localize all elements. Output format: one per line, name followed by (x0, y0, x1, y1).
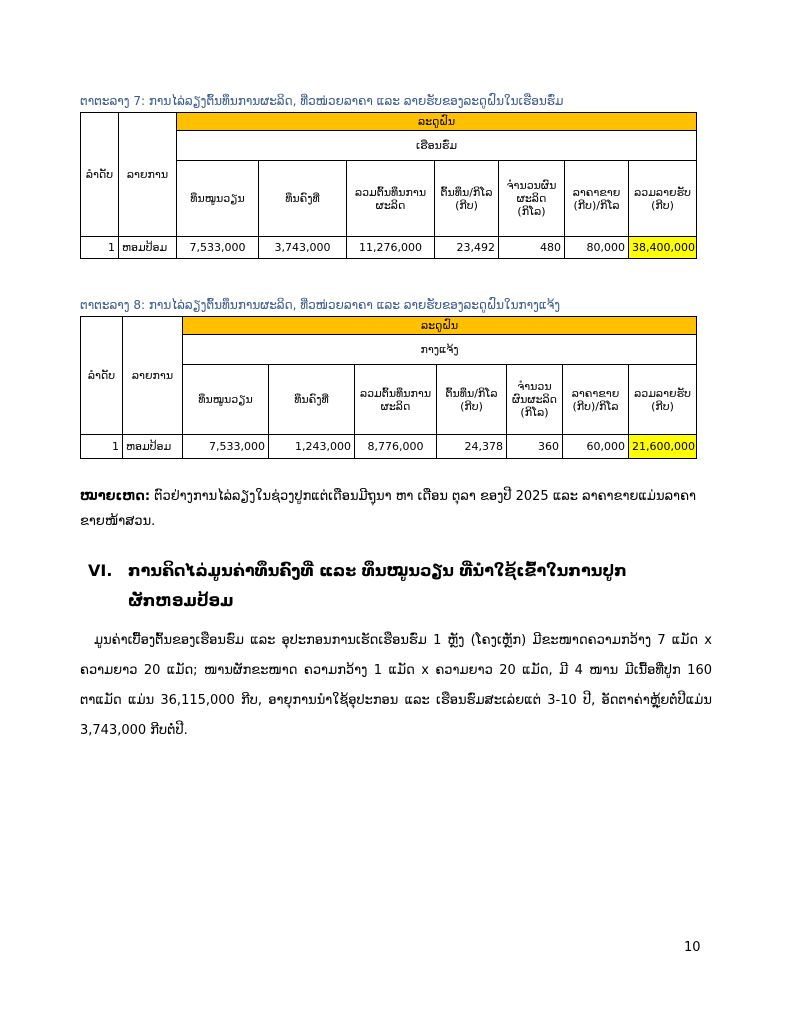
table7-cell-0: 7,533,000 (177, 237, 259, 259)
table7-header-1: ທຶນຄົງທີ່ (259, 161, 347, 237)
table7-cell-3: 23,492 (435, 237, 499, 259)
table8-header-1: ທຶນຄົງທີ່ (269, 365, 355, 435)
table7-season: ລະດູຝົນ (177, 113, 697, 131)
table8-header-4: ຈຳນວນຜົນຜະລິດ (ກິໂລ) (507, 365, 563, 435)
table8-cell-3: 24,378 (437, 435, 507, 459)
table8-cell-5: 60,000 (563, 435, 629, 459)
note-label: ໝາຍເຫດ: (80, 489, 151, 504)
table8-season: ລະດູຝົນ (183, 317, 697, 335)
section-title-line2: ຜັກຫອມປ້ອມ (128, 591, 234, 610)
table7-cell-4: 480 (499, 237, 565, 259)
note (80, 484, 710, 534)
table8-col-no: ລຳດັບ (81, 317, 123, 435)
table8-header-5: ລາຄາຂາຍ (ກີບ)/ກິໂລ (563, 365, 629, 435)
table7-cell-1: 3,743,000 (259, 237, 347, 259)
table8-cell-2: 8,776,000 (355, 435, 437, 459)
table7-header-0: ທຶນໝູນວຽນ (177, 161, 259, 237)
table8-header-3: ຕົ້ນທຶນ/ກິໂລ (ກີບ) (437, 365, 507, 435)
table7-col-no: ລຳດັບ (81, 113, 119, 237)
table7-caption: ຕາຕະລາງ 7: ການໄລ່ລຽງຕົ້ນທຶນການຜະລິດ, ທີ່ວໜ່ວຍລາຄາ ແລະ ລາຍຮັບຂອງລະດູຝົນໃນເຮືອນຮົ່ມ (80, 94, 564, 108)
table7-header-5: ລາຄາຂາຍ (ກີບ)/ກິໂລ (565, 161, 629, 237)
table8-header-0: ທຶນໝູນວຽນ (183, 365, 269, 435)
paragraph-text: ມູນຄ່າເບື້ອງຕົ້ນຂອງເຮືອນຮົ່ມ ແລະ ອຸປະກອນການເຮັດເຮືອນຮົ່ມ 1 ຫຼັງ (ໂຄງເຫຼັກ) ມີຂະໜາດຄວາມກວ້າງ 7 ແມັດ x ຄວາມຍາວ 20 ແມັດ; ໜານຜັກຂະໜາດ ຄວາມກວ້າງ 1 ແມັດ x ຄວາມຍາວ 20 ແມັດ, ມີ 4 ໜານ ມີເນື້ອທີ່ປູກ 160 ຕາແມັດ ແມ່ນ 36,115,000 ກີບ, ອາຍຸການນຳໃຊ້ອຸປະກອນ ແລະ ເຮືອນຮົ່ມສະເລ່ຍແຕ່ 3-10 ປີ, ອັດຕາຄ່າຫຼຸ້ຍຕໍ່ປີແມ່ນ 3,743,000 ກີບຕໍ່ປີ. (80, 633, 712, 738)
table8-header-2: ລວມຕົ້ນທຶນການຜະລິດ (355, 365, 437, 435)
table8-cell-6: 21,600,000 (629, 435, 697, 459)
body-paragraph (80, 626, 712, 746)
table8-row-item: ຫອມປ້ອມ (123, 435, 183, 459)
table8-caption: ຕາຕະລາງ 8: ການໄລ່ລຽງຕົ້ນທຶນການຜະລິດ, ທີ່ວໜ່ວຍລາຄາ ແລະ ລາຍຮັບຂອງລະດູຝົນໃນກາງແຈ້ງ (80, 298, 561, 312)
table8-header-6: ລວມລາຍຮັບ (ກີບ) (629, 365, 697, 435)
table-row (81, 237, 697, 259)
page-number: 10 (684, 940, 701, 955)
table7-header-4: ຈຳນວນຜົນຜະລິດ (ກິໂລ) (499, 161, 565, 237)
note-text: ຕົວຢ່າງການໄລ່ລຽງໃນຊ່ວງປູກແຕ່ເດືອນມີຖຸນາ ຫາ ເດືອນ ຕຸລາ ຂອງປີ 2025 ແລະ ລາຄາຂາຍແມ່ນລາຄາຂາຍໜ້າສວນ. (80, 489, 697, 529)
section-number: VI. (88, 561, 113, 580)
table8-row-no: 1 (81, 435, 123, 459)
table8-cell-4: 360 (507, 435, 563, 459)
table8-cell-1: 1,243,000 (269, 435, 355, 459)
table7 (80, 112, 697, 259)
table8-cell-0: 7,533,000 (183, 435, 269, 459)
table7-header-2: ລວມຕົ້ນທຶນການຜະລິດ (347, 161, 435, 237)
table8-type: ກາງແຈ້ງ (183, 335, 697, 365)
table7-cell-6: 38,400,000 (629, 237, 697, 259)
table7-cell-5: 80,000 (565, 237, 629, 259)
table7-type: ເຮືອນຮົ່ມ (177, 131, 697, 161)
table7-col-item: ລາຍການ (119, 113, 177, 237)
table7-row-no: 1 (81, 237, 119, 259)
table-row (81, 435, 697, 459)
table7-header-6: ລວມລາຍຮັບ (ກີບ) (629, 161, 697, 237)
table7-header-3: ຕົ້ນທຶນ/ກິໂລ (ກີບ) (435, 161, 499, 237)
table7-cell-2: 11,276,000 (347, 237, 435, 259)
section-heading (88, 556, 708, 616)
section-title-line1: ການຄິດໄລ່ມູນຄ່າທຶນຄົງທີ່ ແລະ ທຶນໝູນວຽນ ທີ່ນຳໃຊ້ເຂົ້າໃນການປູກ (128, 561, 627, 580)
table8-col-item: ລາຍການ (123, 317, 183, 435)
table7-row-item: ຫອມປ້ອມ (119, 237, 177, 259)
table8 (80, 316, 697, 459)
